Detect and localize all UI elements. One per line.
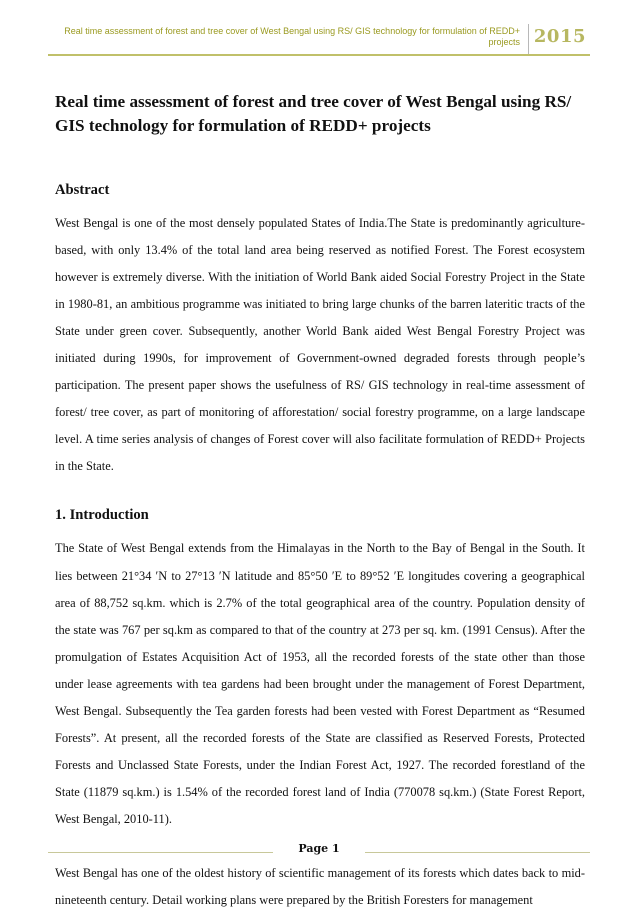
introduction-paragraph-2: West Bengal has one of the oldest history of scientific management of its forests which dates back to mid-nineteenth century. Detail working plans were prepared by the British Foresters for management	[55, 865, 585, 908]
paper-title: Real time assessment of forest and tree cover of West Bengal using RS/ GIS technology for formulation of REDD+ projects	[55, 92, 572, 135]
abstract-text: West Bengal is one of the most densely populated States of India.The State is predominantly agriculture-based, with only 13.4% of the total land area being reserved as notified Forest. The Forest ecosystem however is extremely diverse. With the initiation of World Bank aided Social Forestry Project in the State in 1980-81, an ambitious programme was initiated to bring large chunks of the barren lateritic tracts of the State under green cover. Subsequently, another World Bank aided West Bengal Forestry Project was initiated during 1990s, for improvement of Government-owned degraded forests through people’s participation. The present paper shows the usefulness of RS/ GIS technology in real-time assessment of forest/ tree cover, as part of monitoring of afforestation/ social forestry programme, on a large landscape level. A time series analysis of changes of Forest cover will also facilitate formulation of REDD+ Projects in the State.	[55, 216, 585, 474]
header-rule	[48, 54, 590, 56]
abstract-heading: Abstract	[55, 182, 110, 198]
running-title: Real time assessment of forest and tree cover of West Bengal using RS/ GIS technology for formulation of REDD+ projects	[64, 26, 520, 47]
page-content	[55, 90, 585, 914]
page-number: Page 1	[298, 842, 340, 855]
footer-rule-right	[365, 852, 590, 853]
page-header	[48, 22, 590, 56]
header-divider	[528, 24, 529, 54]
introduction-heading: 1. Introduction	[55, 507, 149, 524]
introduction-paragraph-1: The State of West Bengal extends from the Himalayas in the North to the Bay of Bengal in the South. It lies between 21°34 ′N to 27°13 ′N latitude and 85°50 ′E to 89°52 ′E longitudes covering a geographical area of 88,752 sq.km. which is 2.7% of the total geographical area of the country. Population density of the state was 767 per sq.km as compared to that of the country at 273 per sq. km. (1991 Census). After the promulgation of Estates Acquisition Act of 1953, all the recorded forests of the state other than those under lease agreements with tea gardens had been brought under the management of Forest Department, West Bengal. Subsequently the Tea garden forests had been vested with Forest Department as “Resumed Forests”. At present, all the recorded forests of the State are classified as Reserved Forests, Protected Forests and Unclassed State Forests, under the Indian Forest Act, 1927. The recorded forestland of the State (11879 sq.km.) is 1.54% of the recorded forest land of India (770078 sq.km.) (State Forest Report, West Bengal, 2010-11).	[55, 541, 585, 826]
header-year: 2015	[533, 26, 586, 47]
page-footer	[48, 840, 590, 870]
